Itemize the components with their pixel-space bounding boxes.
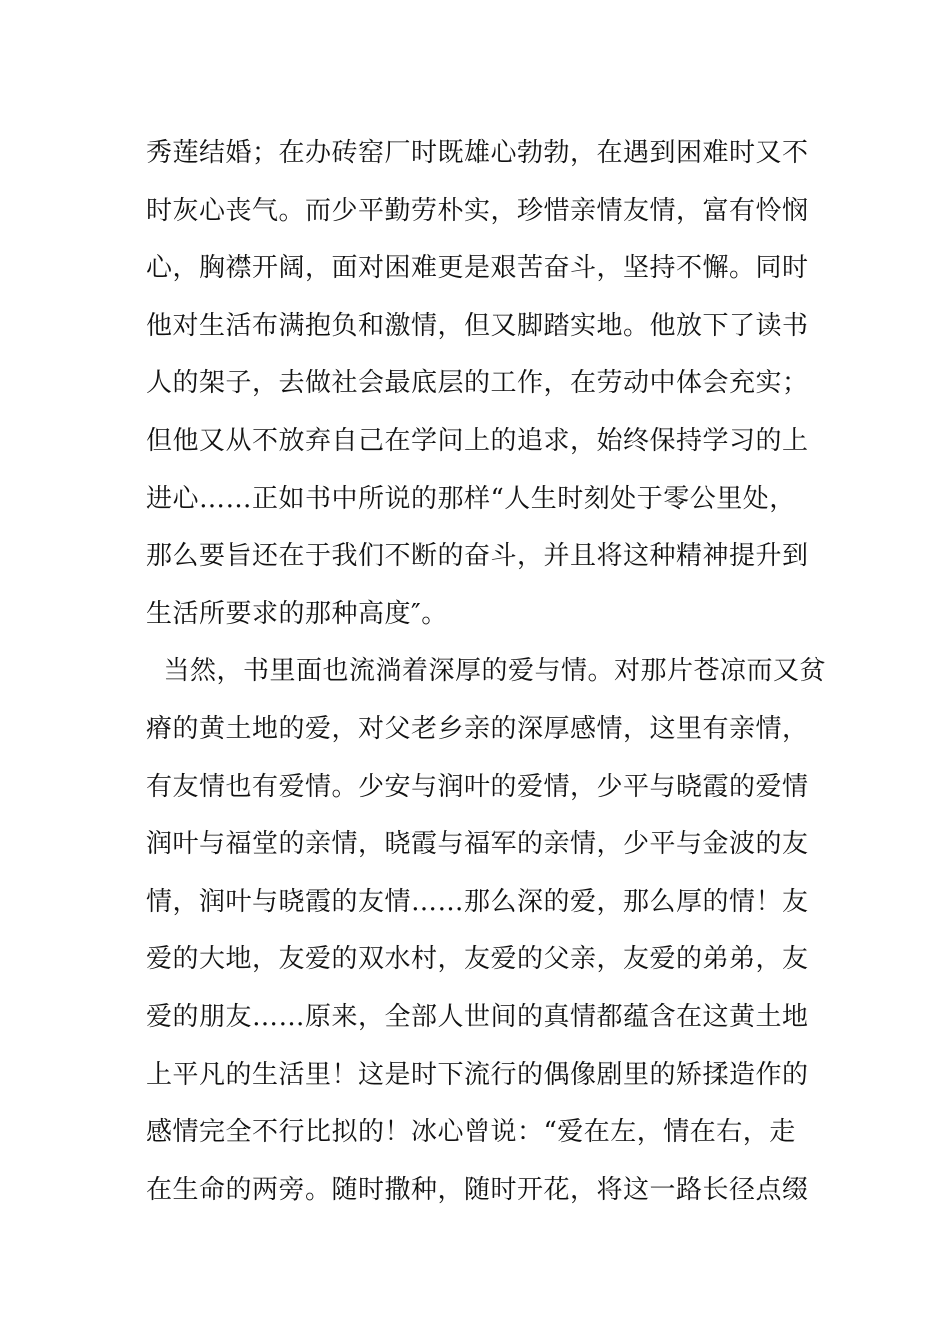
text-line: 瘠的黄土地的爱，对父老乡亲的深厚感情，这里有亲情，	[146, 713, 809, 744]
text-line: 情，润叶与晓霞的友情……那么深的爱，那么厚的情！友	[146, 886, 809, 917]
text-line: 润叶与福堂的亲情，晓霞与福军的亲情，少平与金波的友	[146, 829, 809, 860]
text-line: 人的架子，去做社会最底层的工作，在劳动中体会充实；	[146, 368, 809, 399]
text-line: 感情完全不行比拟的！冰心曾说：“爱在左，情在右，走	[146, 1117, 796, 1148]
text-line: 生活所要求的那种高度″。	[146, 598, 448, 629]
text-line: 秀莲结婚；在办砖窑厂时既雄心勃勃，在遇到困难时又不	[146, 138, 809, 168]
text-line: 当然，书里面也流淌着深厚的爱与情。对那片苍凉而又贫	[146, 656, 827, 687]
body-text	[146, 125, 827, 1219]
text-line: 上平凡的生活里！这是时下流行的偶像剧里的矫揉造作的	[146, 1059, 809, 1090]
text-line: 心，胸襟开阔，面对困难更是艰苦奋斗，坚持不懈。同时	[146, 253, 809, 284]
text-line: 进心……正如书中所说的那样“人生时刻处于零公里处，	[146, 483, 796, 514]
text-line: 爱的大地，友爱的双水村，友爱的父亲，友爱的弟弟，友	[146, 944, 809, 975]
text-line: 那么要旨还在于我们不断的奋斗，并且将这种精神提升到	[146, 541, 809, 572]
text-line: 爱的朋友……原来，全部人世间的真情都蕴含在这黄土地	[146, 1001, 809, 1032]
text-line: 有友情也有爱情。少安与润叶的爱情，少平与晓霞的爱情	[146, 771, 809, 802]
text-line: 时灰心丧气。而少平勤劳朴实，珍惜亲情友情，富有怜悯	[146, 195, 809, 226]
text-line: 但他又从不放弃自己在学问上的追求，始终保持学习的上	[146, 425, 809, 456]
text-line: 在生命的两旁。随时撒种，随时开花，将这一路长径点缀	[146, 1174, 809, 1205]
text-line: 他对生活布满抱负和激情，但又脚踏实地。他放下了读书	[146, 310, 809, 341]
